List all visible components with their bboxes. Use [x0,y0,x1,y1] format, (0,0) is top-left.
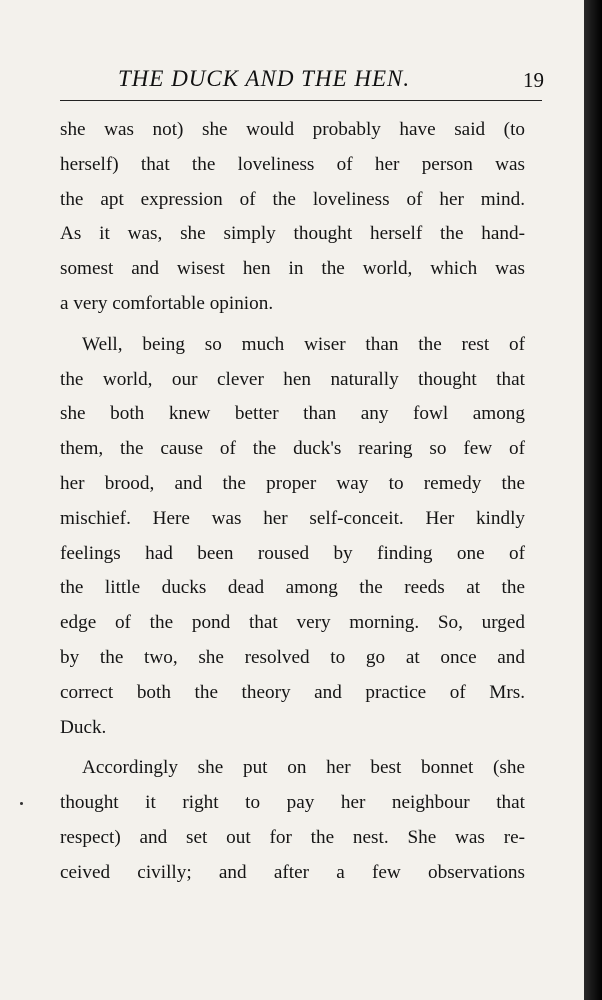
text-line: Duck. [60,716,107,738]
text-line: she both knew better than any fowl among [60,403,525,425]
text-line: herself) that the loveliness of her person was [60,153,525,175]
print-speck [20,802,23,805]
text-line: mischief. Here was her self-conceit. Her kindly [60,507,525,529]
text-line: feelings had been roused by finding one of [60,542,525,564]
header-rule [60,100,542,101]
text-line: a very comfortable opinion. [60,292,274,314]
text-line: the world, our clever hen naturally thought that [60,368,525,390]
text-line: As it was, she simply thought herself the hand- [60,223,525,245]
text-line: ceived civilly; and after a few observations [60,861,525,883]
text-line: Accordingly she put on her best bonnet (she [82,757,525,779]
text-line: by the two, she resolved to go at once and [60,646,525,668]
text-line: the little ducks dead among the reeds at the [60,577,525,599]
text-line: she was not) she would probably have said (to [60,119,525,140]
text-line: the apt expression of the loveliness of her mind. [60,188,525,210]
text-line: thought it right to pay her neighbour that [60,792,525,814]
running-head: THE DUCK AND THE HEN. [118,66,411,91]
page-header [60,62,544,102]
body-text [60,113,525,891]
text-line: respect) and set out for the nest. She was re- [60,826,525,848]
text-line: somest and wisest hen in the world, which was [60,258,525,280]
text-line: them, the cause of the duck's rearing so few of [60,438,525,460]
text-line: correct both the theory and practice of Mrs. [60,681,525,703]
page-number: 19 [523,68,544,92]
text-line: her brood, and the proper way to remedy the [60,472,525,494]
page-edge-shadow [584,0,602,1000]
text-line: Well, being so much wiser than the rest of [82,333,525,355]
text-line: edge of the pond that very morning. So, urged [60,612,525,634]
